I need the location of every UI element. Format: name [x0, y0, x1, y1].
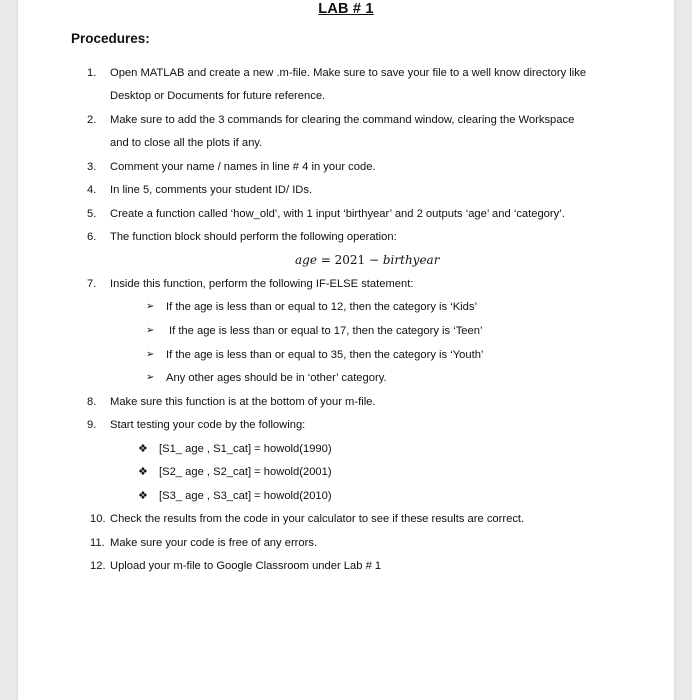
step-text: Make sure to add the 3 commands for clearing the command window, clearing the Workspace — [110, 114, 575, 126]
step-number: 11. — [90, 537, 105, 549]
test-call: [S1_ age , S1_cat] = howold(1990) — [159, 443, 332, 455]
step-text: Open MATLAB and create a new .m-file. Make sure to save your file to a well know directory like — [110, 67, 587, 79]
equation-minus: − — [365, 253, 383, 267]
diamond-bullet-icon: ❖ — [138, 443, 148, 455]
step-text: Create a function called ‘how_old’, with 1 input ‘birthyear’ and 2 outputs ‘age’ and ‘category’. — [110, 208, 565, 220]
step-number: 7. — [87, 278, 97, 290]
step-number: 10. — [90, 513, 106, 525]
step-number: 4. — [87, 184, 97, 196]
step-text: Check the results from the code in your calculator to see if these results are correct. — [110, 513, 525, 525]
step-text: Start testing your code by the following: — [110, 419, 306, 431]
arrow-bullet-icon: ➢ — [146, 301, 155, 312]
step-text: and to close all the plots if any. — [110, 137, 263, 149]
test-call: [S2_ age , S2_cat] = howold(2001) — [159, 466, 332, 478]
document-page — [18, 0, 674, 700]
if-else-item: If the age is less than or equal to 12, then the category is ‘Kids’ — [166, 301, 477, 313]
step-number: 3. — [87, 161, 97, 173]
lab-title: LAB # 1 — [318, 1, 374, 17]
step-text: Comment your name / names in line # 4 in your code. — [110, 161, 376, 173]
age-equation — [295, 253, 439, 267]
step-number: 1. — [87, 67, 97, 79]
equation-lhs: age — [295, 253, 317, 267]
step-text: Desktop or Documents for future reference. — [110, 90, 326, 102]
step-text: In line 5, comments your student ID/ IDs. — [110, 184, 313, 196]
diamond-bullet-icon: ❖ — [138, 490, 148, 502]
step-number: 8. — [87, 396, 97, 408]
equation-rhs: birthyear — [382, 253, 440, 267]
procedures-heading: Procedures: — [71, 31, 150, 46]
if-else-item: Any other ages should be in ‘other’ category. — [166, 372, 387, 384]
arrow-bullet-icon: ➢ — [146, 325, 155, 336]
test-call: [S3_ age , S3_cat] = howold(2010) — [159, 490, 332, 502]
step-text: Upload your m-file to Google Classroom under Lab # 1 — [110, 560, 382, 572]
step-number: 12. — [90, 560, 106, 572]
equation-equals: = — [316, 253, 335, 267]
arrow-bullet-icon: ➢ — [146, 349, 155, 360]
step-text: The function block should perform the following operation: — [110, 231, 397, 243]
if-else-item: If the age is less than or equal to 17, then the category is ‘Teen’ — [169, 325, 483, 337]
diamond-bullet-icon: ❖ — [138, 466, 148, 478]
step-number: 2. — [87, 114, 97, 126]
step-number: 5. — [87, 208, 97, 220]
step-text: Make sure this function is at the bottom of your m-file. — [110, 396, 376, 408]
step-number: 6. — [87, 231, 97, 243]
step-text: Make sure your code is free of any errors. — [110, 537, 318, 549]
step-number: 9. — [87, 419, 97, 431]
equation-year: 2021 — [334, 253, 366, 267]
if-else-item: If the age is less than or equal to 35, then the category is ‘Youth’ — [166, 349, 484, 361]
step-text: Inside this function, perform the following IF-ELSE statement: — [110, 278, 414, 290]
arrow-bullet-icon: ➢ — [146, 372, 155, 383]
